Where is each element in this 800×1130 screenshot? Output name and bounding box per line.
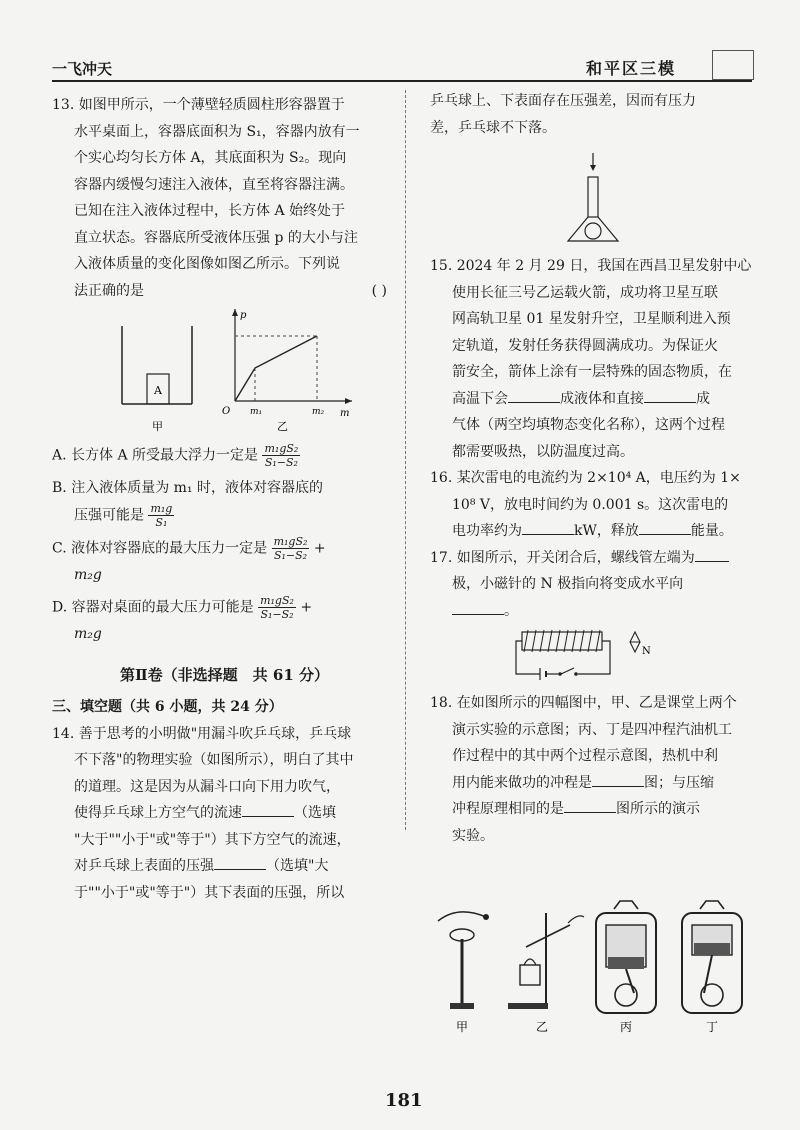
q14-line: 不下落"的物理实验（如图所示），明白了其中	[74, 752, 354, 768]
q15-line: 定轨道，发射任务获得圆满成功。为保证火	[452, 337, 718, 354]
q18-text: 冲程原理相同的是	[452, 801, 564, 817]
option-c-line1	[52, 535, 397, 562]
q13-line: 容器内缓慢匀速注入液体，直至将容器注满。	[74, 176, 354, 193]
q15-line: 箭安全，箭体上涂有一层特殊的固态物质，在	[452, 364, 732, 380]
option-b-line2	[52, 502, 397, 529]
option-c-text: C. 液体对容器底的最大压力一定是	[52, 540, 268, 556]
needle-n-label: N	[642, 646, 651, 657]
q18-line: 演示实验的示意图；丙、丁是四冲程汽油机工	[452, 721, 732, 738]
option-a-text: A. 长方体 A 所受最大浮力一定是	[52, 447, 259, 464]
q16-line: 16. 某次雷电的电流约为 2×10⁴ A，电压约为 1×	[430, 470, 741, 486]
fig-yi-apparatus	[508, 913, 584, 1034]
question-14	[52, 721, 397, 907]
pressure-mass-graph	[222, 309, 352, 433]
q13-line: 13. 如图甲所示，一个薄壁轻质圆柱形容器置于	[52, 97, 345, 113]
fig-label-jia: 甲	[152, 420, 163, 433]
q15-line: 使用长征三号乙运载火箭，成功将卫星互联	[452, 284, 718, 301]
option-b-line1: B. 注入液体质量为 m₁ 时，液体对容器底的	[52, 480, 323, 496]
q18-line	[430, 770, 755, 797]
q18-blank-2[interactable]	[564, 796, 616, 813]
fig-label-bing: 丙	[620, 1020, 633, 1034]
q18-line: 18. 在如图所示的四幅图中，甲、乙是课堂上两个	[430, 695, 737, 711]
q18-blank-1[interactable]	[592, 770, 644, 787]
q16-line: 10⁸ V，放电时间约为 0.001 s。这次雷电的	[452, 496, 729, 513]
ping-pong-ball	[585, 223, 601, 239]
question-17	[430, 545, 755, 687]
left-column	[52, 92, 397, 906]
q15-line: 气体（两空均填物态变化名称），这两个过程	[452, 417, 725, 433]
q13-line: 个实心均匀长方体 A，其底面积为 S₂。现向	[74, 150, 347, 166]
tick-m2: m₂	[312, 407, 325, 417]
header-brand: 一飞冲天	[52, 60, 113, 78]
option-c-line2: m₂g	[74, 566, 102, 583]
q18-figures	[428, 895, 758, 1035]
q14-text: 使得乒乓球上方空气的流速	[74, 805, 242, 821]
q14-line: 14. 善于思考的小明做"用漏斗吹乒乓球，乒乓球	[52, 725, 352, 742]
answer-bracket: ( )	[371, 282, 387, 299]
header-exam-title: 和平区三模	[586, 59, 677, 78]
q17-text: 17. 如图所示，开关闭合后，螺线管左端为	[430, 549, 695, 566]
q14-text: 对乒乓球上表面的压强	[74, 858, 214, 874]
q17-line	[430, 598, 755, 625]
q14-line	[52, 853, 397, 880]
q13-line	[52, 278, 397, 305]
q14-text: （选填	[294, 805, 336, 821]
option-b-fraction	[148, 502, 174, 529]
q18-line	[430, 796, 755, 823]
frac-num: m₁gS₂	[273, 534, 308, 548]
q18-line: 作过程中的其中两个过程示意图，热机中利	[452, 748, 718, 764]
axis-m-label: m	[340, 408, 350, 419]
frac-num: m₁gS₂	[264, 442, 299, 455]
graph-line	[235, 336, 317, 401]
q14-continued: 差，乒乓球不下落。	[430, 119, 556, 136]
fig-label-yi: 乙	[277, 420, 288, 433]
q16-text: 电功率约为	[452, 523, 522, 539]
tick-m1: m₁	[250, 407, 263, 417]
q15-blank-1[interactable]	[508, 386, 560, 403]
q16-line	[430, 518, 755, 545]
q15-line: 都需要吸热，以防温度过高。	[452, 443, 634, 460]
fig-ding-engine	[682, 901, 742, 1034]
fig-jia-apparatus	[438, 912, 489, 1034]
q13-line: 入液体质量的变化图像如图乙所示。下列说	[74, 256, 340, 272]
option-d-text: D. 容器对桌面的最大压力可能是	[52, 599, 254, 616]
q16-blank-1[interactable]	[522, 518, 574, 535]
q16-blank-2[interactable]	[639, 518, 691, 535]
option-a	[52, 442, 397, 469]
right-column	[430, 88, 755, 849]
header-rule	[52, 80, 752, 82]
option-b-text: 压强可能是	[74, 507, 144, 523]
question-18	[430, 690, 755, 849]
q15-line: 网高轨卫星 01 星发射升空，卫星顺利进入预	[452, 311, 731, 327]
q17-line: 极，小磁针的 N 极指向将变成水平向	[452, 576, 684, 592]
frac-num: m₁g	[150, 501, 173, 515]
q13-line-end: 法正确的是	[74, 282, 144, 299]
q14-line	[52, 800, 397, 827]
section3-title: 三、填空题（共 6 小题，共 24 分）	[52, 699, 283, 715]
option-c-fraction	[272, 535, 310, 562]
q14-line: 的道理。这是因为从漏斗口向下用力吹气，	[74, 778, 340, 795]
q18-text: 图所示的演示	[616, 801, 700, 817]
container-figure	[122, 326, 192, 433]
q15-text: 高温下会	[452, 390, 508, 407]
frac-den: S₁−S₂	[264, 456, 298, 469]
option-d-line1	[52, 594, 397, 621]
fig-label-ding: 丁	[706, 1020, 719, 1034]
q15-text: 成液体和直接	[560, 390, 644, 407]
q15-text: 成	[696, 390, 710, 407]
q13-line: 直立状态。容器底所受液体压强 p 的大小与注	[74, 229, 358, 246]
option-a-fraction	[262, 442, 300, 469]
q13-line: 已知在注入液体过程中，长方体 A 始终处于	[74, 203, 346, 219]
question-15	[430, 253, 755, 465]
fig-bing-engine	[596, 901, 656, 1034]
funnel-figure	[430, 141, 755, 251]
q17-text: 。	[504, 602, 518, 619]
q18-text: 图；与压缩	[644, 774, 714, 791]
switch-icon	[561, 668, 574, 674]
block-a-label: A	[154, 384, 162, 397]
frac-den: S₁−S₂	[260, 608, 294, 621]
axis-p-label: p	[240, 310, 247, 321]
fig-label-jia-18: 甲	[456, 1020, 469, 1034]
q14-blank-1[interactable]	[242, 800, 294, 817]
q18-line: 实验。	[452, 827, 494, 844]
frac-num: m₁gS₂	[260, 594, 294, 607]
q13-figures	[52, 306, 397, 436]
q14-line: 于""小于"或"等于"）其下表面的压强，所以	[74, 884, 345, 901]
q16-text: 能量。	[690, 523, 733, 539]
option-d-fraction	[258, 594, 296, 621]
q15-line	[430, 386, 755, 413]
q15-line: 15. 2024 年 2 月 29 日，我国在西昌卫星发射中心	[430, 258, 752, 274]
question-16	[430, 465, 755, 545]
q14-continued: 乒乓球上、下表面存在压强差，因而有压力	[430, 93, 696, 109]
q17-blank-2[interactable]	[452, 598, 504, 615]
q14-text: （选填"大	[266, 858, 329, 874]
q17-line	[430, 545, 755, 572]
q14-blank-2[interactable]	[214, 853, 266, 870]
option-d-line2: m₂g	[74, 626, 102, 642]
solenoid-figure	[430, 624, 755, 686]
axis-origin-label: O	[222, 406, 231, 417]
option-d-plus: +	[300, 599, 313, 616]
q16-text: kW，释放	[574, 523, 639, 539]
q17-blank-1[interactable]	[695, 545, 729, 562]
question-13	[52, 92, 397, 648]
frac-den: S₁−S₂	[273, 548, 308, 562]
column-divider	[405, 90, 406, 830]
fig-label-yi-18: 乙	[536, 1020, 549, 1034]
page-number: 181	[385, 1090, 423, 1111]
option-c-plus: +	[313, 540, 326, 556]
q18-text: 用内能来做功的冲程是	[452, 774, 592, 791]
q14-line: "大于""小于"或"等于"）其下方空气的流速，	[74, 831, 351, 848]
frac-den: S₁	[155, 515, 168, 529]
part2-title: 第Ⅱ卷（非选择题 共 61 分）	[120, 665, 329, 684]
q13-line: 水平桌面上，容器底面积为 S₁，容器内放有一	[74, 123, 360, 140]
header-deco-box	[712, 50, 754, 80]
q15-blank-2[interactable]	[644, 386, 696, 403]
